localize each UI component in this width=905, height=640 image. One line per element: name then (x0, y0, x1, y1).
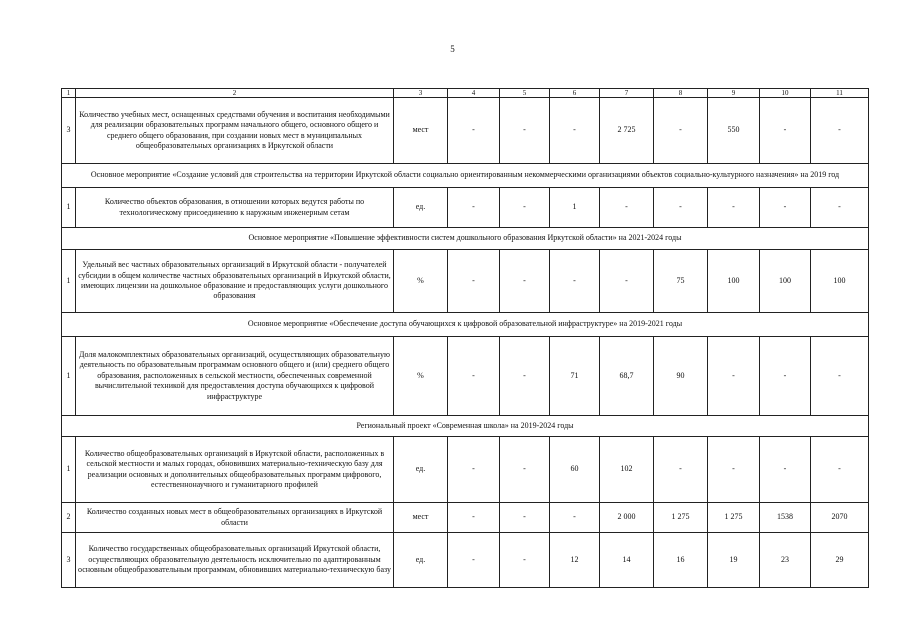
value-cell: - (654, 98, 708, 164)
value-cell: 14 (600, 533, 654, 588)
value-cell: - (760, 98, 811, 164)
value-cell: - (500, 533, 550, 588)
value-cell: 23 (760, 533, 811, 588)
value-cell: - (500, 188, 550, 228)
table-row (62, 188, 869, 228)
value-cell: 2 725 (600, 98, 654, 164)
value-cell: 19 (708, 533, 760, 588)
section-row (62, 313, 869, 337)
indicator-name: Удельный вес частных образовательных организаций в Иркутской области - получателей субсидии в общем количестве частных образовательных организаций в Иркутской области, имеющих лицензии на дошкольное образование и предоставляющих услуги дошкольного образования (76, 250, 394, 313)
unit-cell: ед. (394, 533, 448, 588)
value-cell: 60 (550, 437, 600, 503)
unit-cell: мест (394, 98, 448, 164)
value-cell: - (448, 250, 500, 313)
page-number: 5 (450, 44, 455, 54)
value-cell: - (448, 437, 500, 503)
column-number: 3 (394, 89, 448, 98)
column-number: 1 (62, 89, 76, 98)
column-number: 10 (760, 89, 811, 98)
table-row (62, 337, 869, 416)
value-cell: - (448, 533, 500, 588)
table-row (62, 98, 869, 164)
column-number: 11 (811, 89, 869, 98)
value-cell: - (500, 337, 550, 416)
value-cell: - (448, 98, 500, 164)
value-cell: 29 (811, 533, 869, 588)
value-cell: 90 (654, 337, 708, 416)
indicators-table (61, 88, 869, 588)
value-cell: - (600, 250, 654, 313)
value-cell: - (448, 188, 500, 228)
indicator-name: Количество учебных мест, оснащенных средствами обучения и воспитания необходимыми для реализации образовательных программ начального общего, основного общего и среднего общего образования, при создании новых мест в муниципальных общеобразовательных организациях в Иркутской области (76, 98, 394, 164)
section-title: Основное мероприятие «Обеспечение доступа обучающихся к цифровой образовательной инфраструктуре» на 2019-2021 годы (62, 313, 869, 337)
value-cell: - (550, 503, 600, 533)
unit-cell: % (394, 250, 448, 313)
value-cell: 100 (760, 250, 811, 313)
value-cell: 16 (654, 533, 708, 588)
value-cell: - (708, 337, 760, 416)
value-cell: - (654, 437, 708, 503)
indicator-name: Количество общеобразовательных организаций в Иркутской области, расположенных в сельской местности и малых городах, обновивших материально-техническую базу для реализации основных и дополнительных общеобразовательных программ цифрового, естественнонаучного и гуманитарного профилей (76, 437, 394, 503)
row-number: 1 (62, 250, 76, 313)
section-row (62, 164, 869, 188)
row-number: 3 (62, 98, 76, 164)
value-cell: 1 275 (708, 503, 760, 533)
value-cell: - (708, 188, 760, 228)
table-row (62, 503, 869, 533)
value-cell: 2 000 (600, 503, 654, 533)
value-cell: 550 (708, 98, 760, 164)
value-cell: 75 (654, 250, 708, 313)
table-row (62, 533, 869, 588)
section-title: Основное мероприятие «Создание условий для строительства на территории Иркутской области социально ориентированным некоммерческими организациями объектов социально-культурного назначения» на 2019 год (62, 164, 869, 188)
column-number: 6 (550, 89, 600, 98)
column-number: 9 (708, 89, 760, 98)
column-number: 5 (500, 89, 550, 98)
unit-cell: мест (394, 503, 448, 533)
value-cell: 100 (708, 250, 760, 313)
row-number: 1 (62, 188, 76, 228)
section-row (62, 416, 869, 437)
value-cell: 12 (550, 533, 600, 588)
value-cell: - (550, 250, 600, 313)
section-title: Региональный проект «Современная школа» на 2019-2024 годы (62, 416, 869, 437)
value-cell: - (500, 437, 550, 503)
value-cell: - (550, 98, 600, 164)
value-cell: - (811, 188, 869, 228)
value-cell: - (600, 188, 654, 228)
column-number: 4 (448, 89, 500, 98)
indicator-name: Количество государственных общеобразовательных организаций Иркутской области, осуществляющих образовательную деятельность исключительно по адаптированным основным общеобразовательным программам, обновивших материально-техническую базу (76, 533, 394, 588)
value-cell: - (500, 503, 550, 533)
value-cell: - (760, 437, 811, 503)
value-cell: 1 275 (654, 503, 708, 533)
section-row (62, 228, 869, 250)
section-title: Основное мероприятие «Повышение эффективности систем дошкольного образования Иркутской области» на 2021-2024 годы (62, 228, 869, 250)
column-number: 7 (600, 89, 654, 98)
value-cell: - (811, 98, 869, 164)
value-cell: - (448, 503, 500, 533)
value-cell: 102 (600, 437, 654, 503)
unit-cell: % (394, 337, 448, 416)
value-cell: - (760, 337, 811, 416)
value-cell: - (500, 98, 550, 164)
row-number: 1 (62, 437, 76, 503)
value-cell: 1 (550, 188, 600, 228)
value-cell: - (760, 188, 811, 228)
unit-cell: ед. (394, 188, 448, 228)
value-cell: 1538 (760, 503, 811, 533)
unit-cell: ед. (394, 437, 448, 503)
column-number: 8 (654, 89, 708, 98)
indicator-name: Количество созданных новых мест в общеобразовательных организациях в Иркутской области (76, 503, 394, 533)
value-cell: - (448, 337, 500, 416)
row-number: 2 (62, 503, 76, 533)
value-cell: - (811, 437, 869, 503)
table-row (62, 437, 869, 503)
value-cell: 71 (550, 337, 600, 416)
column-number: 2 (76, 89, 394, 98)
table-row (62, 250, 869, 313)
indicator-name: Количество объектов образования, в отношении которых ведутся работы по технологическому присоединению к наружным инженерным сетам (76, 188, 394, 228)
header-row (62, 89, 869, 98)
value-cell: - (654, 188, 708, 228)
value-cell: 2070 (811, 503, 869, 533)
value-cell: 68,7 (600, 337, 654, 416)
value-cell: - (811, 337, 869, 416)
row-number: 1 (62, 337, 76, 416)
indicator-name: Доля малокомплектных образовательных организаций, осуществляющих образовательную деятельность по образовательным программам основного общего и (или) среднего общего образования, расположенных в сельской местности, обеспеченных современной вычислительной техникой для предоставления доступа обучающихся к цифровой инфраструктуре (76, 337, 394, 416)
value-cell: - (708, 437, 760, 503)
value-cell: - (500, 250, 550, 313)
row-number: 3 (62, 533, 76, 588)
value-cell: 100 (811, 250, 869, 313)
